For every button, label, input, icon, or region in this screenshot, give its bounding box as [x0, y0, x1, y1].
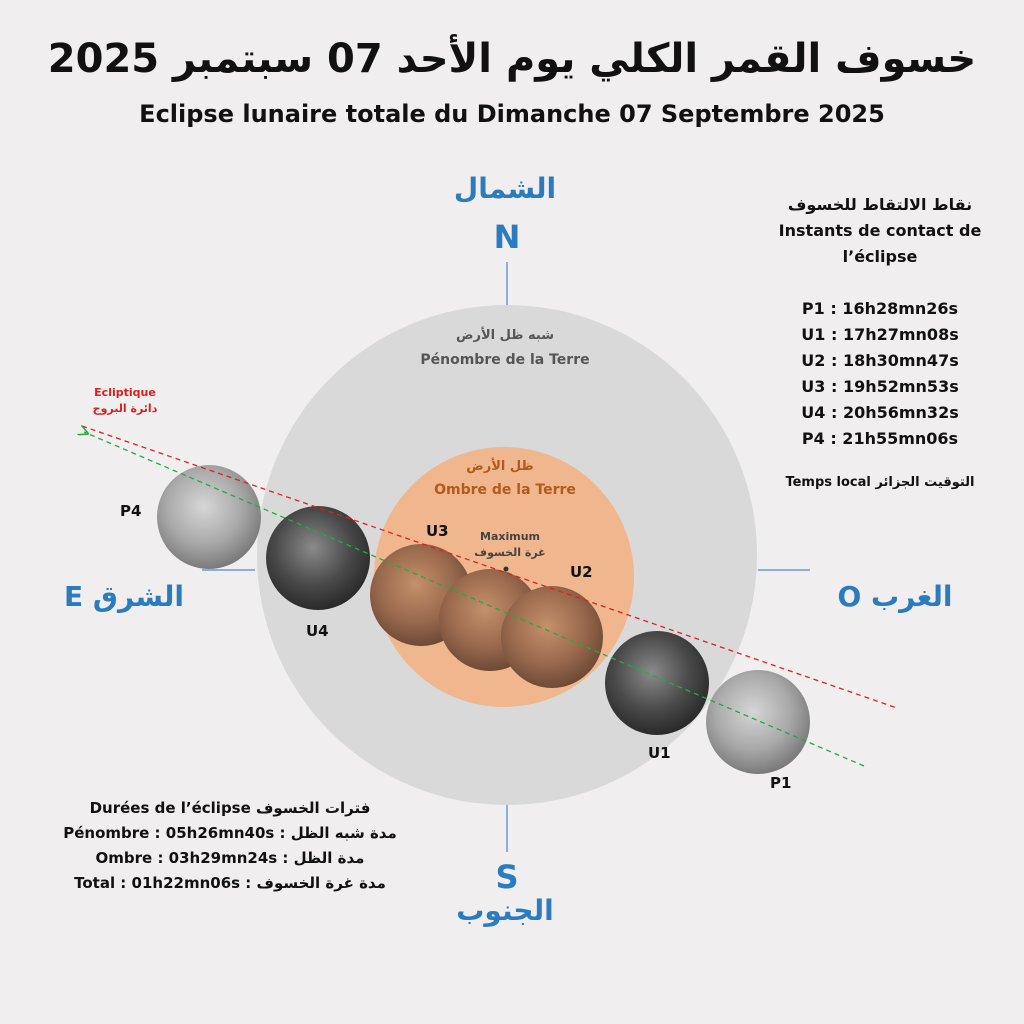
u1-label: U1: [648, 744, 671, 762]
duration-umbra: Ombre : 03h29mn24s : مدة الظل: [95, 849, 365, 867]
contact-u2: U2 : 18h30mn47s: [801, 351, 959, 370]
moon-u1: [605, 631, 709, 735]
west-label: O الغرب: [837, 580, 953, 613]
u4-label: U4: [306, 622, 329, 640]
south-label: S: [495, 858, 519, 896]
contact-p4: P4 : 21h55mn06s: [801, 429, 959, 448]
moon-p1: [706, 670, 810, 774]
title-french: Eclipse lunaire totale du Dimanche 07 Septembre 2025: [139, 100, 885, 128]
penumbra-label: Pénombre de la Terre: [420, 352, 590, 368]
contacts-title-arabic: نقاط الالتقاط للخسوف: [787, 195, 973, 214]
ecliptic-label: Ecliptique: [94, 386, 156, 399]
penumbra-label-arabic: شبه ظل الأرض: [456, 328, 554, 343]
p1-label: P1: [770, 774, 792, 792]
contact-u3: U3 : 19h52mn53s: [801, 377, 959, 396]
contacts-title-line2: l’éclipse: [842, 247, 918, 266]
maximum-dot: [504, 567, 509, 572]
u2-label: U2: [570, 563, 593, 581]
maximum-label: Maximum: [480, 530, 540, 543]
east-label: E الشرق: [64, 580, 184, 613]
title-arabic: خسوف القمر الكلي يوم الأحد 07 سبتمبر 2025: [47, 36, 977, 82]
north-label: N: [493, 218, 521, 256]
p4-label: P4: [120, 502, 142, 520]
contacts-panel: [770, 192, 990, 496]
north-label-arabic: الشمال: [453, 172, 557, 205]
contacts-title-line1: Instants de contact de: [778, 221, 982, 240]
contact-u1: U1 : 17h27mn08s: [801, 325, 959, 344]
maximum-label-arabic: غرة الخسوف: [474, 546, 546, 559]
south-label-arabic: الجنوب: [456, 894, 554, 927]
moon-u4: [266, 506, 370, 610]
durations-title: Durées de l’éclipse فترات الخسوف: [89, 799, 371, 817]
umbra-label: Ombre de la Terre: [434, 482, 576, 498]
ecliptic-label-arabic: دائرة البروج: [92, 402, 158, 415]
umbra-label-arabic: ظل الأرض: [466, 459, 534, 474]
contact-p1: P1 : 16h28mn26s: [801, 299, 959, 318]
u3-label: U3: [426, 522, 449, 540]
durations-panel: [40, 796, 420, 896]
moon-p4: [157, 465, 261, 569]
duration-penumbra: Pénombre : 05h26mn40s : مدة شبه الظل: [63, 824, 397, 842]
local-time-note: Temps local التوقيت الجزائر: [785, 475, 975, 490]
duration-total: Total : 01h22mn06s : مدة غرة الخسوف: [74, 874, 386, 892]
contact-u4: U4 : 20h56mn32s: [801, 403, 959, 422]
